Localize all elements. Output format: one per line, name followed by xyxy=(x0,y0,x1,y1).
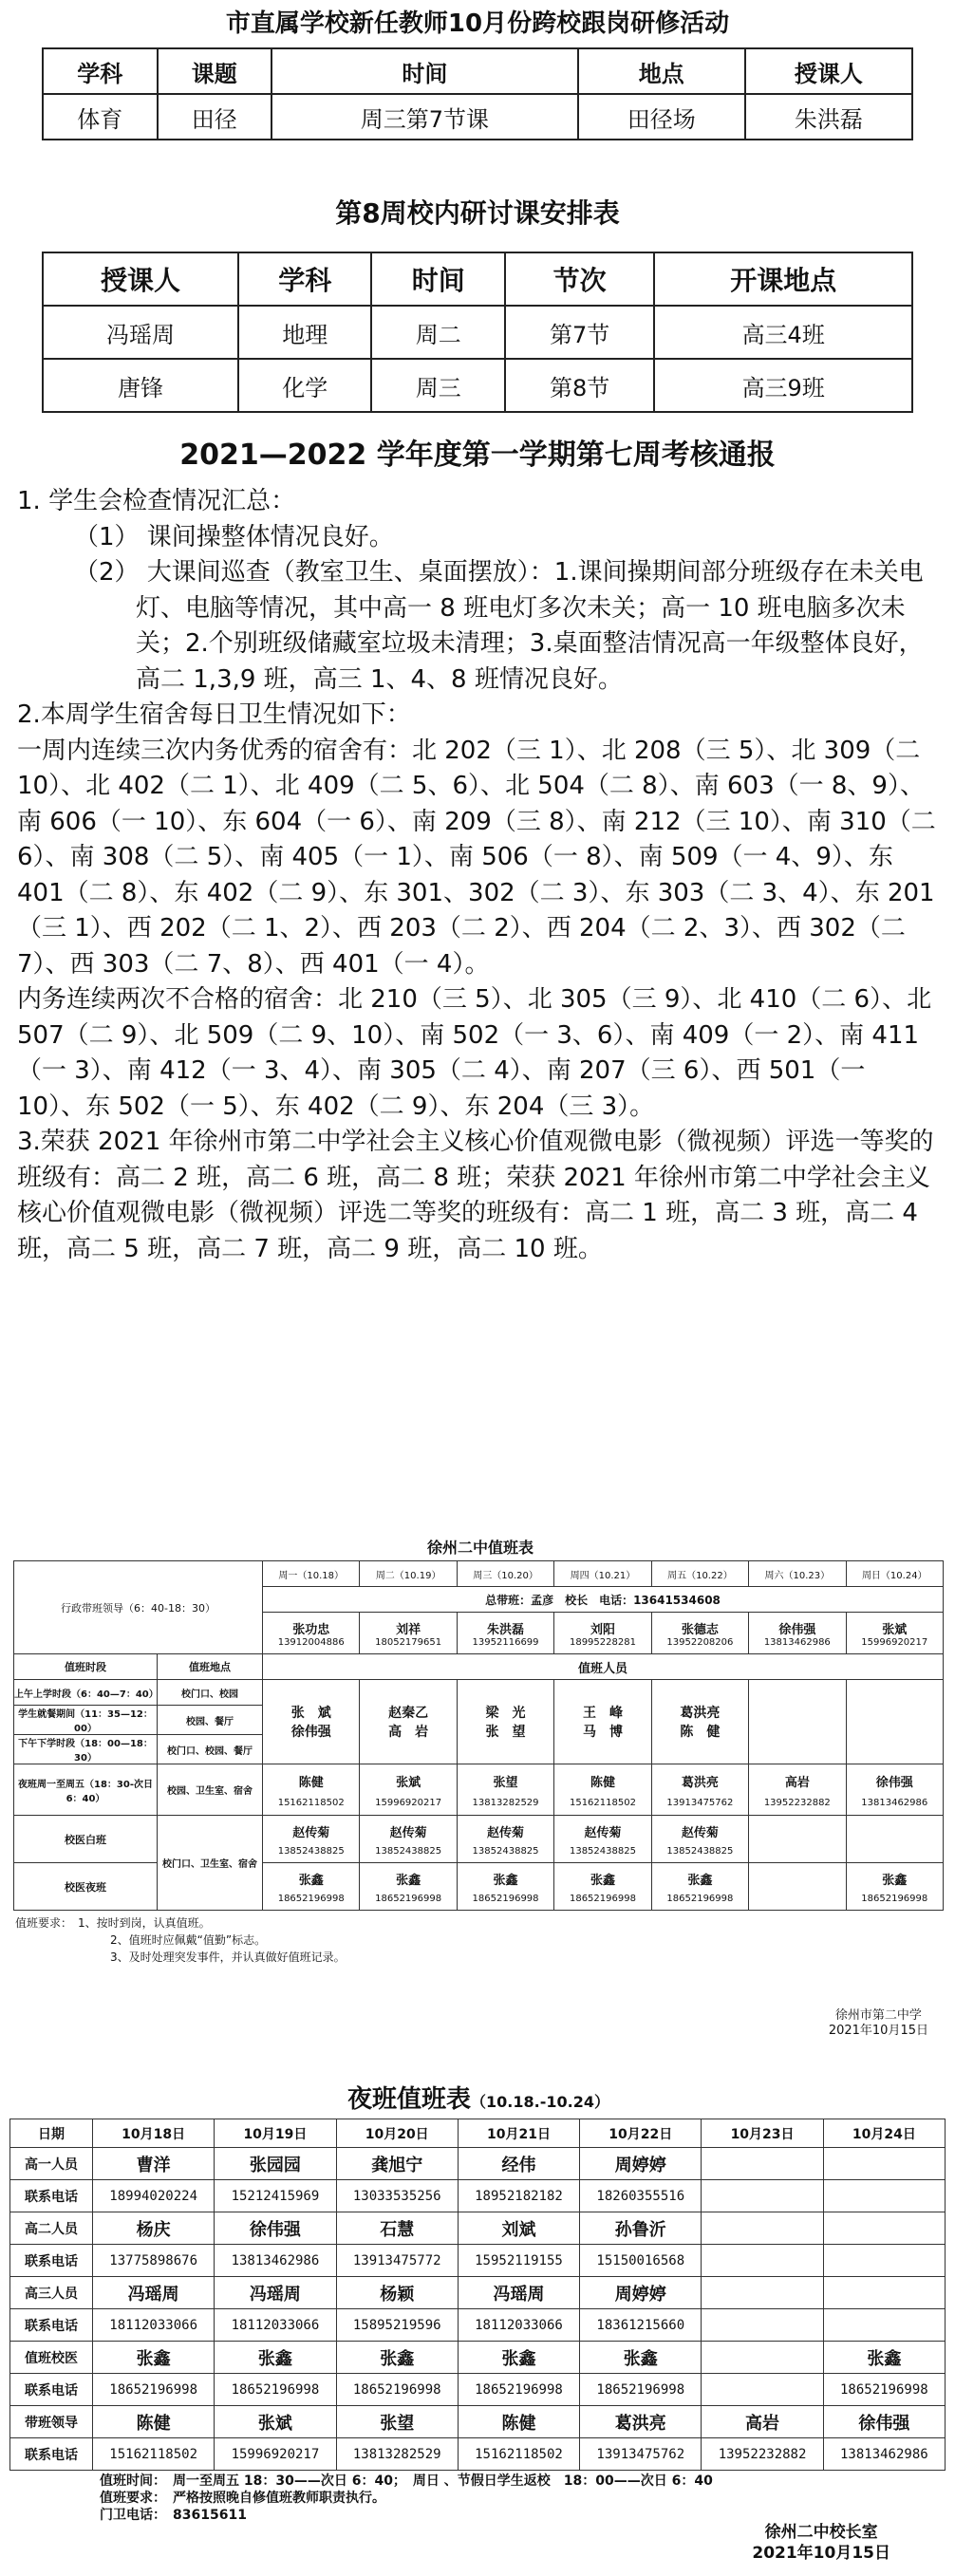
staff-phone: 18112033066 xyxy=(93,2309,215,2342)
duty-name: 张望 xyxy=(493,1775,518,1790)
staff-phone: 15150016568 xyxy=(580,2245,702,2277)
doc-name: 张鑫 xyxy=(687,1873,713,1888)
staff-group: 赵秦乙 高 岩 xyxy=(360,1680,457,1764)
notice-line: 一周内连续三次内务优秀的宿舍有：北 202（三 1）、北 208（三 5）、北 309（二 10）、北 402（二 1）、北 409（二 5、6）、北 504（二 8）、南 603（一 8、9）、南 606（一 10）、东 604（一 6）、南 209（三 8）、南 212（三 10）、南 310（二 6）、南 308（二 5）、南 405（一 1）、南 506（一 8）、南 509（一 4、9）、东 401（二 8）、东 402（二 9）、东 301、302（二 3）、东 303（二 3、4）、东 201（三 1）、西 202（二 1、2）、西 203（二 2）、西 204（二 2、3）、西 302（二 7）、西 303（二 7、8）、西 401（一 4）。 xyxy=(17,736,936,979)
staff-name: 冯瑶周 xyxy=(215,2277,336,2309)
leader-name: 刘阳 xyxy=(590,1622,615,1637)
duty-name: 徐伟强 xyxy=(875,1775,913,1790)
header-cell: 学科 xyxy=(43,48,158,94)
notice-line: 内务连续两次不合格的宿舍：北 210（三 5）、北 305（三 9）、北 410（二 6）、北 507（二 9）、北 509（二 9、10）、南 502（一 3、6）、南 409（一 2）、南 411（一 3）、南 412（一 3、4）、南 305（二 4）、南 207（三 6）、西 501（一 10）、东 502（一 5）、东 402（二 9）、东 204（三 3）。 xyxy=(17,985,932,1121)
doc-place: 校门口、卫生室、宿舍 xyxy=(158,1816,263,1911)
notice-line: 3.荣获 2021 年徐州市第二中学社会主义核心价值观微电影（微视频）评选一等奖的班级有：高二 2 班，高二 6 班，高二 8 班；荣获 2021 年徐州市第二中学社会主义核心价值观微电影（微视频）评选二等奖的班级有：高二 1 班，高二 3 班，高二 4 班，高二 5 班，高二 7 班，高二 9 班，高二 10 班。 xyxy=(17,1128,934,1263)
doc-name: 张鑫 xyxy=(298,1873,324,1888)
night-section xyxy=(9,2081,947,2574)
staff-name xyxy=(702,2212,823,2245)
staff-phone: 18112033066 xyxy=(458,2309,579,2342)
doc-name: 赵传菊 xyxy=(584,1825,622,1840)
table-row xyxy=(43,306,912,359)
table-row xyxy=(10,2374,946,2406)
header-cell: 地点 xyxy=(578,48,745,94)
leader-phone: 18995228281 xyxy=(569,1636,636,1648)
doc-name: 张鑫 xyxy=(493,1873,518,1888)
staff-phone: 18652196998 xyxy=(580,2374,702,2406)
table-row xyxy=(10,2342,946,2374)
duty-req-2: 2、值班时应佩戴“值勤”标志。 xyxy=(110,1933,267,1947)
staff-name: 杨颖 xyxy=(336,2277,458,2309)
duty-phone: 15162118502 xyxy=(277,1797,345,1808)
table-row xyxy=(10,2438,946,2471)
table-row xyxy=(10,2148,946,2180)
leader-cell xyxy=(651,1613,748,1654)
staff-phone: 18260355516 xyxy=(580,2180,702,2212)
header-cell: 开课地点 xyxy=(654,252,912,306)
duty-req-3: 3、及时处理突发事件，并认真做好值班记录。 xyxy=(110,1951,346,1964)
duty-title: 徐州二中值班表 xyxy=(426,1539,534,1557)
staff-phone xyxy=(702,2245,823,2277)
duty-name: 张斌 xyxy=(396,1775,421,1790)
day-header: 周六（10.23） xyxy=(749,1561,846,1587)
row-label: 联系电话 xyxy=(10,2309,93,2342)
doc-name: 张鑫 xyxy=(396,1873,421,1888)
notice-body xyxy=(17,484,938,1267)
duty-table xyxy=(13,1560,944,1911)
row-label: 联系电话 xyxy=(10,2438,93,2471)
table-cell: 朱洪磊 xyxy=(745,94,912,140)
leader-cell xyxy=(554,1613,651,1654)
date-header: 10月21日 xyxy=(458,2119,579,2148)
table-row xyxy=(43,359,912,412)
doc-phone: 18652196998 xyxy=(472,1893,539,1904)
doc-night-cell xyxy=(457,1863,553,1911)
seminar-table xyxy=(42,252,913,413)
staff-group: 张 斌 徐伟强 xyxy=(263,1680,360,1764)
staff-name: 陈健 xyxy=(458,2406,579,2438)
doc-phone: 13852438825 xyxy=(472,1845,539,1857)
table-cell: 田径场 xyxy=(578,94,745,140)
duty-section xyxy=(13,1536,947,2050)
leader-cell xyxy=(846,1613,943,1654)
duty-name: 葛洪亮 xyxy=(681,1775,719,1790)
duty-phone: 13913475762 xyxy=(666,1797,734,1808)
doc-day-cell xyxy=(651,1816,748,1863)
leader-cell xyxy=(263,1613,360,1654)
staff-phone: 13813462986 xyxy=(215,2245,336,2277)
night-duty-cell xyxy=(749,1764,846,1816)
night-duty-cell xyxy=(360,1764,457,1816)
table-row xyxy=(14,1863,944,1911)
night-table xyxy=(9,2119,946,2471)
period-time: 下午下学时段（18：00—18：30） xyxy=(14,1735,158,1764)
doc-name: 赵传菊 xyxy=(681,1825,719,1840)
row-label: 高一人员 xyxy=(10,2148,93,2180)
duty-requirements xyxy=(13,1914,947,1966)
table-row xyxy=(14,1654,944,1680)
training-title: 市直属学校新任教师10月份跨校跟岗研修活动 xyxy=(225,9,730,38)
empty-cell xyxy=(749,1680,846,1764)
row-label: 联系电话 xyxy=(10,2180,93,2212)
training-table xyxy=(42,47,913,140)
table-row xyxy=(10,2277,946,2309)
doc-name: 张鑫 xyxy=(882,1873,908,1888)
date-header: 10月24日 xyxy=(823,2119,945,2148)
staff-phone: 13913475772 xyxy=(336,2245,458,2277)
leader-phone: 13952116699 xyxy=(472,1636,539,1648)
staff-phone: 15895219596 xyxy=(336,2309,458,2342)
night-notes xyxy=(9,2473,947,2524)
staff-name: 张鑫 xyxy=(93,2342,215,2374)
header-cell: 时间 xyxy=(371,252,504,306)
notice-title: 2021—2022 学年度第一学期第七周考核通报 xyxy=(179,439,776,472)
doc-night-label: 校医夜班 xyxy=(14,1863,158,1911)
row-label: 联系电话 xyxy=(10,2245,93,2277)
table-row xyxy=(14,1816,944,1863)
staff-phone: 18952182182 xyxy=(458,2180,579,2212)
doc-phone: 13852438825 xyxy=(569,1845,636,1857)
header-cell: 课题 xyxy=(158,48,272,94)
staff-phone xyxy=(702,2374,823,2406)
chief-leader: 总带班：孟彦 校长 电话：13641534608 xyxy=(263,1587,944,1613)
staff-group: 梁 光 张 望 xyxy=(457,1680,553,1764)
doc-night-cell xyxy=(651,1863,748,1911)
night-header xyxy=(9,2081,947,2119)
staff-phone: 18652196998 xyxy=(458,2374,579,2406)
table-cell: 第8节 xyxy=(505,359,654,412)
header-cell: 授课人 xyxy=(745,48,912,94)
header-cell: 时间 xyxy=(272,48,578,94)
staff-name: 张鑫 xyxy=(336,2342,458,2374)
doc-night-cell xyxy=(360,1863,457,1911)
duty-name: 高岩 xyxy=(784,1775,810,1790)
date-header: 10月20日 xyxy=(336,2119,458,2148)
leader-phone: 13912004886 xyxy=(277,1636,345,1648)
table-row xyxy=(10,2406,946,2438)
staff-group: 王 峰 马 博 xyxy=(554,1680,651,1764)
staff-phone xyxy=(702,2180,823,2212)
staff-phone: 15952119155 xyxy=(458,2245,579,2277)
place-label: 值班地点 xyxy=(158,1654,263,1680)
doc-night-cell xyxy=(554,1863,651,1911)
leader-cell xyxy=(457,1613,553,1654)
leader-phone: 13952208206 xyxy=(666,1636,734,1648)
staff-phone xyxy=(823,2180,945,2212)
duty-name: 陈健 xyxy=(298,1775,324,1790)
staff-phone: 13033535256 xyxy=(336,2180,458,2212)
doc-name: 赵传菊 xyxy=(389,1825,427,1840)
doc-phone: 18652196998 xyxy=(569,1893,636,1904)
row-label: 联系电话 xyxy=(10,2374,93,2406)
day-header: 周日（10.24） xyxy=(846,1561,943,1587)
night-duty-cell xyxy=(846,1764,943,1816)
doc-name: 赵传菊 xyxy=(487,1825,525,1840)
table-row xyxy=(10,2180,946,2212)
staff-name xyxy=(823,2277,945,2309)
staff-phone: 13813282529 xyxy=(336,2438,458,2471)
night-duty-cell xyxy=(263,1764,360,1816)
doc-night-cell xyxy=(846,1863,943,1911)
staff-name: 石慧 xyxy=(336,2212,458,2245)
table-cell: 第7节 xyxy=(505,306,654,359)
staff-name: 冯瑶周 xyxy=(458,2277,579,2309)
night-sign-date: 2021年10月15日 xyxy=(752,2544,890,2563)
staff-phone: 18112033066 xyxy=(215,2309,336,2342)
duty-phone: 15162118502 xyxy=(569,1797,636,1808)
staff-name: 经伟 xyxy=(458,2148,579,2180)
doc-day-cell xyxy=(457,1816,553,1863)
duty-name: 陈健 xyxy=(590,1775,615,1790)
table-cell: 周三 xyxy=(371,359,504,412)
table-row xyxy=(14,1764,944,1816)
period-place: 校门口、校园 xyxy=(158,1680,263,1706)
doc-name: 张鑫 xyxy=(590,1873,615,1888)
table-cell: 田径 xyxy=(158,94,272,140)
staff-phone: 15162118502 xyxy=(458,2438,579,2471)
staff-name: 高岩 xyxy=(702,2406,823,2438)
night-duty-cell xyxy=(554,1764,651,1816)
leader-name: 朱洪磊 xyxy=(487,1622,525,1637)
seminar-section xyxy=(42,176,913,413)
staff-phone: 18652196998 xyxy=(823,2374,945,2406)
night-req-line: 值班要求： 严格按照晚自修值班教师职责执行。 xyxy=(100,2491,385,2506)
date-header: 10月18日 xyxy=(93,2119,215,2148)
staff-phone: 18994020224 xyxy=(93,2180,215,2212)
duty-phone: 15996920217 xyxy=(375,1797,442,1808)
empty-cell xyxy=(846,1680,943,1764)
doc-day-cell xyxy=(749,1816,846,1863)
staff-name xyxy=(702,2342,823,2374)
table-row xyxy=(10,2212,946,2245)
header-cell: 授课人 xyxy=(43,252,238,306)
table-row xyxy=(10,2309,946,2342)
notice-line: 1. 学生会检查情况汇总： xyxy=(17,487,296,515)
table-cell: 唐锋 xyxy=(43,359,238,412)
night-label: 夜班周一至周五（18：30-次日6：40） xyxy=(14,1764,158,1816)
period-label: 值班时段 xyxy=(14,1654,158,1680)
doc-phone: 18652196998 xyxy=(375,1893,442,1904)
date-header: 10月19日 xyxy=(215,2119,336,2148)
leader-cell xyxy=(360,1613,457,1654)
staff-name: 曹洋 xyxy=(93,2148,215,2180)
night-duty-cell xyxy=(457,1764,553,1816)
day-header: 周一（10.18） xyxy=(263,1561,360,1587)
table-row xyxy=(10,2119,946,2148)
duty-req-1: 值班要求： 1、按时到岗，认真值班。 xyxy=(15,1916,211,1930)
staff-phone: 13913475762 xyxy=(580,2438,702,2471)
staff-phone: 15162118502 xyxy=(93,2438,215,2471)
header-cell: 学科 xyxy=(238,252,371,306)
staff-phone: 18652196998 xyxy=(93,2374,215,2406)
leader-cell xyxy=(749,1613,846,1654)
leader-phone: 15996920217 xyxy=(861,1636,928,1648)
staff-name: 张斌 xyxy=(215,2406,336,2438)
staff-group: 葛洪亮 陈 健 xyxy=(651,1680,748,1764)
night-duty-cell xyxy=(651,1764,748,1816)
row-label: 值班校医 xyxy=(10,2342,93,2374)
duty-sign-org: 徐州市第二中学 xyxy=(834,2008,922,2023)
table-cell: 体育 xyxy=(43,94,158,140)
staff-name: 徐伟强 xyxy=(823,2406,945,2438)
duty-sign-date: 2021年10月15日 xyxy=(828,2024,928,2038)
night-range: （10.18.-10.24） xyxy=(471,2093,609,2111)
doc-day-cell xyxy=(554,1816,651,1863)
staff-phone: 13775898676 xyxy=(93,2245,215,2277)
staff-phone xyxy=(702,2309,823,2342)
staff-label: 值班人员 xyxy=(263,1654,944,1680)
doc-day-cell xyxy=(846,1816,943,1863)
period-time: 上午上学时段（6：40—7：40） xyxy=(14,1680,158,1706)
doc-day-cell xyxy=(263,1816,360,1863)
staff-name: 陈健 xyxy=(93,2406,215,2438)
staff-phone: 15212415969 xyxy=(215,2180,336,2212)
staff-name: 张园园 xyxy=(215,2148,336,2180)
training-section xyxy=(42,0,913,140)
staff-name xyxy=(702,2148,823,2180)
leader-name: 张功忠 xyxy=(292,1622,330,1637)
staff-phone: 18361215660 xyxy=(580,2309,702,2342)
table-cell: 化学 xyxy=(238,359,371,412)
doc-phone: 18652196998 xyxy=(666,1893,734,1904)
staff-name xyxy=(823,2212,945,2245)
period-time: 学生就餐期间（11：35—12：00） xyxy=(14,1706,158,1735)
table-cell: 高三4班 xyxy=(654,306,912,359)
staff-phone xyxy=(823,2245,945,2277)
staff-name: 冯瑶周 xyxy=(93,2277,215,2309)
doc-phone: 18652196998 xyxy=(861,1893,928,1904)
night-sign-org: 徐州二中校长室 xyxy=(764,2523,878,2542)
staff-name: 张鑫 xyxy=(215,2342,336,2374)
night-gate-line: 门卫电话： 83615611 xyxy=(100,2508,247,2523)
night-time-line: 值班时间： 周一至周五 18：30——次日 6：40； 周日 、节假日学生返校 18：00——次日 6：40 xyxy=(100,2473,713,2489)
staff-name xyxy=(702,2277,823,2309)
leader-name: 刘祥 xyxy=(396,1622,421,1637)
day-header: 周二（10.19） xyxy=(360,1561,457,1587)
seminar-title: 第8周校内研讨课安排表 xyxy=(335,197,620,229)
period-place: 校门口、校园、餐厅 xyxy=(158,1735,263,1764)
night-sign xyxy=(752,2522,890,2564)
doc-day-label: 校医白班 xyxy=(14,1816,158,1863)
day-header: 周三（10.20） xyxy=(457,1561,553,1587)
lead-label: 行政带班领导（6：40-18：30） xyxy=(14,1561,263,1654)
table-cell: 冯瑶周 xyxy=(43,306,238,359)
leader-name: 张德志 xyxy=(681,1622,719,1637)
staff-name: 张鑫 xyxy=(458,2342,579,2374)
table-cell: 周二 xyxy=(371,306,504,359)
staff-name: 周婷婷 xyxy=(580,2148,702,2180)
date-header: 10月23日 xyxy=(702,2119,823,2148)
staff-phone: 13813462986 xyxy=(823,2438,945,2471)
date-label: 日期 xyxy=(10,2119,93,2148)
doc-night-cell xyxy=(749,1863,846,1911)
staff-name: 张鑫 xyxy=(580,2342,702,2374)
day-header: 周四（10.21） xyxy=(554,1561,651,1587)
leader-phone: 13813462986 xyxy=(763,1636,831,1648)
night-place: 校园、卫生室、宿舍 xyxy=(158,1764,263,1816)
doc-phone: 13852438825 xyxy=(375,1845,442,1857)
duty-sign xyxy=(829,2008,928,2039)
staff-name: 周婷婷 xyxy=(580,2277,702,2309)
date-header: 10月22日 xyxy=(580,2119,702,2148)
table-row xyxy=(14,1561,944,1587)
period-place: 校园、餐厅 xyxy=(158,1706,263,1735)
table-cell: 周三第7节课 xyxy=(272,94,578,140)
duty-phone: 13813282529 xyxy=(472,1797,539,1808)
staff-phone: 13952232882 xyxy=(702,2438,823,2471)
staff-phone: 18652196998 xyxy=(336,2374,458,2406)
notice-line: 2.本周学生宿舍每日卫生情况如下： xyxy=(17,700,411,729)
staff-name: 孙鲁沂 xyxy=(580,2212,702,2245)
staff-name: 葛洪亮 xyxy=(580,2406,702,2438)
staff-name: 徐伟强 xyxy=(215,2212,336,2245)
duty-phone: 13813462986 xyxy=(861,1797,928,1808)
table-row xyxy=(10,2245,946,2277)
table-row xyxy=(14,1680,944,1706)
header-cell: 节次 xyxy=(505,252,654,306)
notice-line: （1） 课间操整体情况良好。 xyxy=(74,522,394,551)
doc-day-cell xyxy=(360,1816,457,1863)
doc-phone: 13852438825 xyxy=(666,1845,734,1857)
staff-name: 张鑫 xyxy=(823,2342,945,2374)
leader-name: 徐伟强 xyxy=(778,1622,816,1637)
row-label: 高二人员 xyxy=(10,2212,93,2245)
doc-name: 赵传菊 xyxy=(292,1825,330,1840)
leader-name: 张斌 xyxy=(882,1622,908,1637)
table-cell: 高三9班 xyxy=(654,359,912,412)
doc-phone: 18652196998 xyxy=(277,1893,345,1904)
staff-phone: 15996920217 xyxy=(215,2438,336,2471)
notice-line: （2） 大课间巡查（教室卫生、桌面摆放）：1.课间操期间部分班级存在未关电灯、电脑等情况，其中高一 8 班电灯多次未关；高一 10 班电脑多次未关；2.个别班级储藏室垃圾未清理；3.桌面整洁情况高一年级整体良好，高二 1,3,9 班，高三 1、4、8 班情况良好。 xyxy=(74,558,924,694)
day-header: 周五（10.22） xyxy=(651,1561,748,1587)
staff-name: 刘斌 xyxy=(458,2212,579,2245)
staff-name xyxy=(823,2148,945,2180)
staff-name: 龚旭宁 xyxy=(336,2148,458,2180)
doc-night-cell xyxy=(263,1863,360,1911)
duty-phone: 13952232882 xyxy=(763,1797,831,1808)
doc-phone: 13852438825 xyxy=(277,1845,345,1857)
leader-phone: 18052179651 xyxy=(375,1636,442,1648)
row-label: 高三人员 xyxy=(10,2277,93,2309)
staff-phone: 18652196998 xyxy=(215,2374,336,2406)
table-cell: 地理 xyxy=(238,306,371,359)
staff-phone xyxy=(823,2309,945,2342)
night-title: 夜班值班表 xyxy=(347,2085,472,2114)
staff-name: 张望 xyxy=(336,2406,458,2438)
staff-name: 杨庆 xyxy=(93,2212,215,2245)
row-label: 带班领导 xyxy=(10,2406,93,2438)
